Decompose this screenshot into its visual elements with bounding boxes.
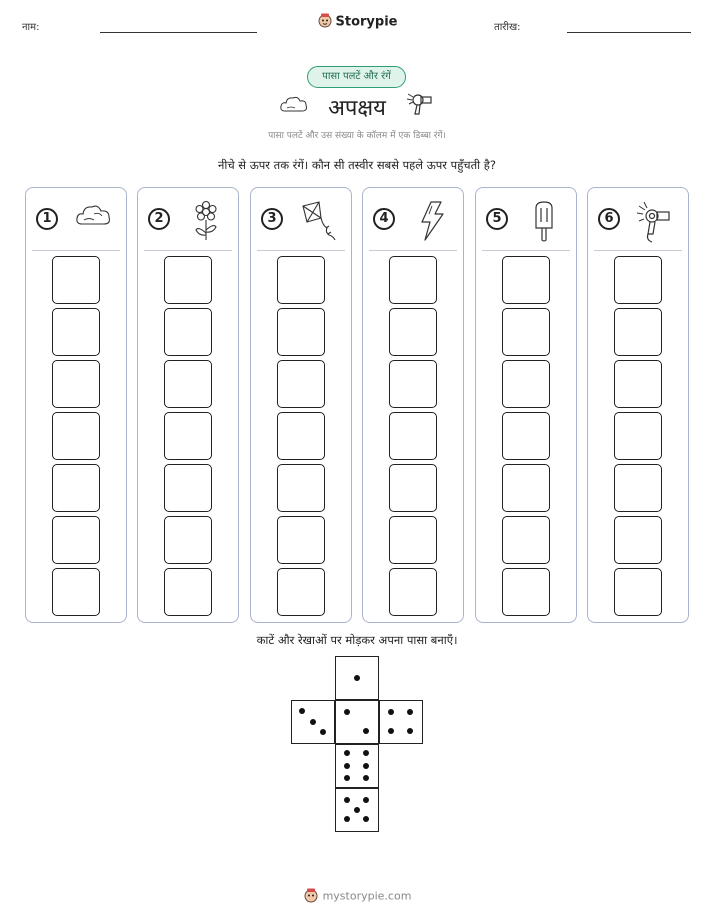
- color-box[interactable]: [277, 412, 325, 460]
- color-box[interactable]: [614, 256, 662, 304]
- dice-pip: [363, 763, 369, 769]
- footer: [0, 887, 714, 906]
- color-box[interactable]: [52, 256, 100, 304]
- color-box[interactable]: [52, 464, 100, 512]
- color-box[interactable]: [52, 516, 100, 564]
- dice-pip: [363, 750, 369, 756]
- column-number: 2: [148, 208, 170, 230]
- instruction: नीचे से ऊपर तक रंगें। कौन सी तस्वीर सबसे पहले ऊपर पहुँचती है?: [217, 158, 497, 172]
- footer-url[interactable]: mystorypie.com: [322, 889, 412, 903]
- dice-pip: [363, 797, 369, 803]
- cut-instruction: काटें और रेखाओं पर मोड़कर अपना पासा बनाएँ।: [256, 633, 458, 647]
- color-box[interactable]: [52, 568, 100, 616]
- color-box[interactable]: [164, 568, 212, 616]
- column-divider: [482, 250, 570, 251]
- dice-face-3: [291, 700, 335, 744]
- color-box[interactable]: [502, 308, 550, 356]
- popsicle-icon: [524, 200, 564, 248]
- dice-pip: [388, 728, 394, 734]
- column-2: [137, 187, 239, 623]
- lightning-icon: [411, 200, 451, 248]
- activity-badge: पासा पलटें और रंगें: [307, 66, 406, 88]
- column-divider: [257, 250, 345, 251]
- color-box[interactable]: [502, 464, 550, 512]
- brand-name: Storypie: [335, 14, 398, 30]
- storypie-logo-icon: [317, 12, 333, 32]
- color-box[interactable]: [389, 412, 437, 460]
- dice-pip: [344, 763, 350, 769]
- color-box[interactable]: [614, 360, 662, 408]
- column-header: [363, 196, 463, 248]
- color-box[interactable]: [389, 516, 437, 564]
- color-box[interactable]: [164, 412, 212, 460]
- color-box[interactable]: [502, 516, 550, 564]
- column-number: 3: [261, 208, 283, 230]
- dice-pip: [344, 797, 350, 803]
- dice-pip: [354, 807, 360, 813]
- color-box[interactable]: [277, 308, 325, 356]
- column-header: [476, 196, 576, 248]
- color-box[interactable]: [277, 464, 325, 512]
- column-header: [588, 196, 688, 248]
- color-box[interactable]: [614, 568, 662, 616]
- color-box[interactable]: [164, 360, 212, 408]
- column-header: [138, 196, 238, 248]
- color-box[interactable]: [502, 360, 550, 408]
- storypie-logo-icon: [303, 887, 319, 906]
- dice-pip: [363, 816, 369, 822]
- dice-pip: [388, 709, 394, 715]
- color-box[interactable]: [389, 256, 437, 304]
- column-number: 1: [36, 208, 58, 230]
- dice-pip: [344, 709, 350, 715]
- column-3: [250, 187, 352, 623]
- color-box[interactable]: [164, 256, 212, 304]
- dice-pip: [344, 816, 350, 822]
- color-box[interactable]: [277, 568, 325, 616]
- color-box[interactable]: [52, 412, 100, 460]
- column-1: [25, 187, 127, 623]
- color-box[interactable]: [389, 360, 437, 408]
- color-box[interactable]: [502, 412, 550, 460]
- color-box[interactable]: [389, 568, 437, 616]
- color-box[interactable]: [614, 464, 662, 512]
- dice-pip: [310, 719, 316, 725]
- color-box[interactable]: [52, 308, 100, 356]
- hose-nozzle-icon: [405, 90, 435, 122]
- color-box[interactable]: [502, 256, 550, 304]
- dice-face-5: [335, 788, 379, 832]
- cloud-icon: [74, 200, 114, 234]
- date-line[interactable]: [567, 32, 691, 33]
- dice-pip: [344, 775, 350, 781]
- dice-pip: [407, 728, 413, 734]
- color-box[interactable]: [389, 464, 437, 512]
- dice-face-4: [379, 700, 423, 744]
- color-box[interactable]: [164, 308, 212, 356]
- column-divider: [144, 250, 232, 251]
- dice-pip: [299, 708, 305, 714]
- dice-pip: [354, 675, 360, 681]
- dice-face-1: [335, 656, 379, 700]
- column-6: [587, 187, 689, 623]
- brand: [0, 12, 714, 32]
- color-box[interactable]: [277, 360, 325, 408]
- column-divider: [32, 250, 120, 251]
- color-box[interactable]: [277, 256, 325, 304]
- name-label: नाम:: [22, 22, 40, 33]
- dice-pip: [407, 709, 413, 715]
- column-divider: [369, 250, 457, 251]
- color-box[interactable]: [164, 516, 212, 564]
- hose-nozzle-icon: [636, 200, 676, 248]
- column-number: 5: [486, 208, 508, 230]
- color-box[interactable]: [614, 516, 662, 564]
- column-number: 4: [373, 208, 395, 230]
- date-label: तारीख:: [494, 22, 521, 33]
- color-box[interactable]: [164, 464, 212, 512]
- column-5: [475, 187, 577, 623]
- dice-pip: [363, 775, 369, 781]
- color-box[interactable]: [614, 412, 662, 460]
- kite-icon: [299, 200, 339, 248]
- flower-icon: [186, 200, 226, 248]
- column-header: [251, 196, 351, 248]
- color-box[interactable]: [502, 568, 550, 616]
- dice-pip: [363, 728, 369, 734]
- name-line[interactable]: [100, 32, 257, 33]
- column-4: [362, 187, 464, 623]
- dice-pip: [344, 750, 350, 756]
- dice-pip: [320, 729, 326, 735]
- column-number: 6: [598, 208, 620, 230]
- column-header: [26, 196, 126, 248]
- column-divider: [594, 250, 682, 251]
- subtitle: पासा पलटें और उस संख्या के कॉलम में एक डिब्बा रंगें।: [268, 131, 446, 141]
- color-box[interactable]: [52, 360, 100, 408]
- color-box[interactable]: [614, 308, 662, 356]
- dice-face-6: [335, 744, 379, 788]
- color-box[interactable]: [277, 516, 325, 564]
- dice-face-2: [335, 700, 379, 744]
- color-box[interactable]: [389, 308, 437, 356]
- page-title: अपक्षय: [328, 96, 386, 121]
